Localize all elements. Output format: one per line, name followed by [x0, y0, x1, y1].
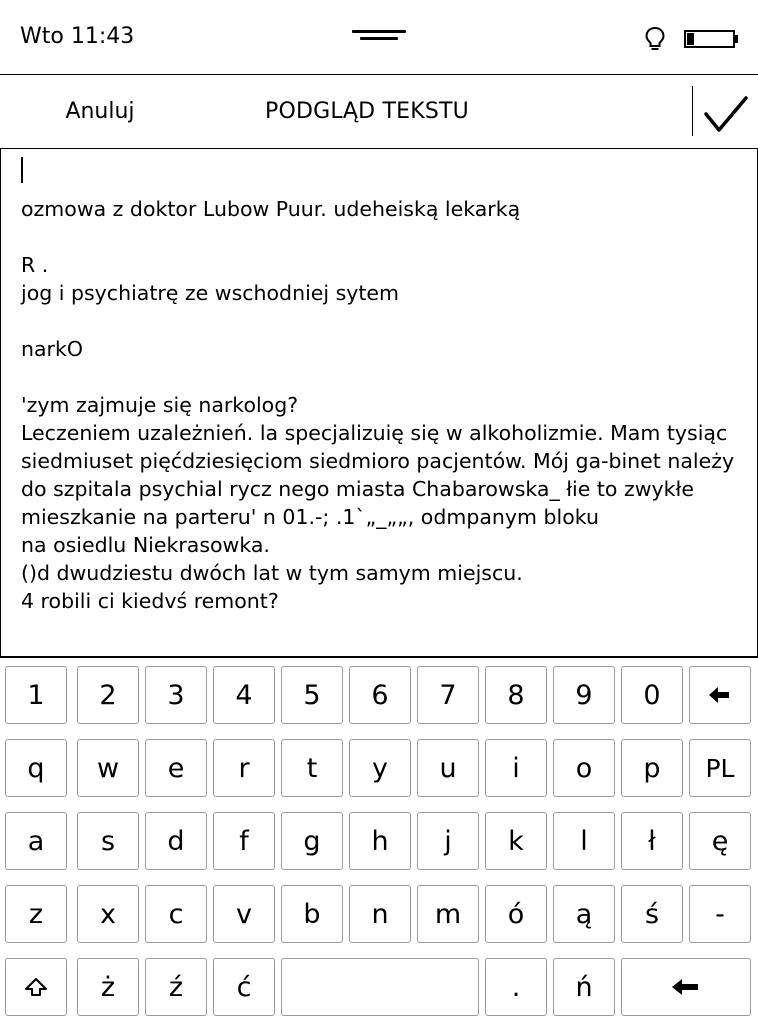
header	[0, 76, 758, 148]
text-cursor	[21, 157, 23, 183]
key-f[interactable]: f	[213, 812, 275, 870]
key-u[interactable]: u	[417, 739, 479, 797]
key-7[interactable]: 7	[417, 666, 479, 724]
key-language-pl[interactable]: PL	[689, 739, 751, 797]
key-9[interactable]: 9	[553, 666, 615, 724]
key-l[interactable]: l	[553, 812, 615, 870]
key-h[interactable]: h	[349, 812, 411, 870]
key-v[interactable]: v	[213, 885, 275, 943]
header-divider	[692, 86, 693, 136]
key-q[interactable]: q	[5, 739, 67, 797]
key-0[interactable]: 0	[621, 666, 683, 724]
text-preview-content[interactable]: ozmowa z doktor Lubow Puur. udeheiską lekarką R . jog i psychiatrę ze wschodniej sytem narkO 'zym zajmuje się narkolog? Leczeniem uzależnień. la specjalizuię się w alkoholizmie. Mam tysiąc siedmiuset pięćdziesięciom siedmioro pacjentów. Mój ga-binet należy do szpitala psychial rycz nego miasta Chabarowska_ łie to zwykłe mieszkanie na parteru' n 01.-; .1`„_„„, odmpanym bloku na osiedlu Niekrasowka. ()d dwudziestu dwóch lat w tym samym miejscu. 4 robili ci kiedvś remont?	[21, 197, 735, 613]
key-3[interactable]: 3	[145, 666, 207, 724]
key-d[interactable]: d	[145, 812, 207, 870]
key-r[interactable]: r	[213, 739, 275, 797]
key-6[interactable]: 6	[349, 666, 411, 724]
key-1[interactable]: 1	[5, 666, 67, 724]
space-key[interactable]	[281, 958, 479, 1016]
key-ą[interactable]: ą	[553, 885, 615, 943]
key-j[interactable]: j	[417, 812, 479, 870]
text-preview-area[interactable]	[0, 148, 758, 658]
key-c[interactable]: c	[145, 885, 207, 943]
key-ź[interactable]: ź	[145, 958, 207, 1016]
key-ś[interactable]: ś	[621, 885, 683, 943]
key-ł[interactable]: ł	[621, 812, 683, 870]
key-ń[interactable]: ń	[553, 958, 615, 1016]
shift-icon	[24, 977, 48, 997]
key-p[interactable]: p	[621, 739, 683, 797]
key-x[interactable]: x	[77, 885, 139, 943]
key-2[interactable]: 2	[77, 666, 139, 724]
key-i[interactable]: i	[485, 739, 547, 797]
backspace-key[interactable]	[689, 666, 751, 724]
lightbulb-icon[interactable]	[643, 26, 667, 52]
key-ó[interactable]: ó	[485, 885, 547, 943]
enter-key[interactable]	[621, 958, 751, 1016]
key-z[interactable]: z	[5, 885, 67, 943]
key-t[interactable]: t	[281, 739, 343, 797]
key-w[interactable]: w	[77, 739, 139, 797]
battery-icon	[684, 30, 740, 48]
key-s[interactable]: s	[77, 812, 139, 870]
menu-handle-icon[interactable]	[352, 30, 406, 42]
key-dash[interactable]: -	[689, 885, 751, 943]
key-g[interactable]: g	[281, 812, 343, 870]
on-screen-keyboard	[0, 658, 758, 1024]
key-k[interactable]: k	[485, 812, 547, 870]
checkmark-icon	[700, 84, 752, 140]
key-5[interactable]: 5	[281, 666, 343, 724]
key-ż[interactable]: ż	[77, 958, 139, 1016]
key-m[interactable]: m	[417, 885, 479, 943]
key-ć[interactable]: ć	[213, 958, 275, 1016]
enter-icon	[672, 978, 700, 996]
cancel-button[interactable]: Anuluj	[65, 99, 135, 124]
key-n[interactable]: n	[349, 885, 411, 943]
key-o[interactable]: o	[553, 739, 615, 797]
key-ę[interactable]: ę	[689, 812, 751, 870]
key-e[interactable]: e	[145, 739, 207, 797]
key-a[interactable]: a	[5, 812, 67, 870]
key-y[interactable]: y	[349, 739, 411, 797]
backspace-icon	[709, 687, 731, 703]
key-b[interactable]: b	[281, 885, 343, 943]
status-time: Wto 11:43	[20, 24, 135, 49]
key-8[interactable]: 8	[485, 666, 547, 724]
confirm-button[interactable]	[700, 84, 752, 140]
status-bar	[0, 0, 758, 75]
key-4[interactable]: 4	[213, 666, 275, 724]
page-title: PODGLĄD TEKSTU	[265, 99, 469, 124]
key-period[interactable]: .	[485, 958, 547, 1016]
shift-key[interactable]	[5, 958, 67, 1016]
